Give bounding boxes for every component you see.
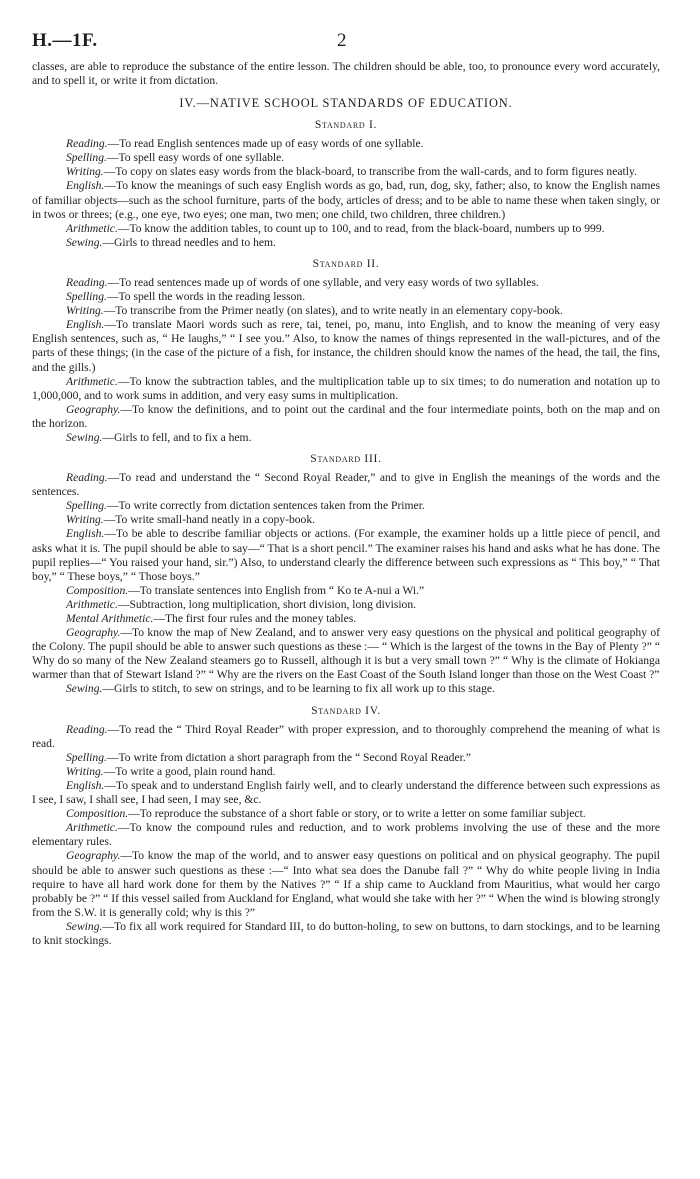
intro-paragraph: classes, are able to reproduce the substance of the entire lesson. The children should be able, too, to pronounce every word accurately, and to spell it, or write it from dictation. (32, 60, 660, 88)
standard-item (32, 682, 660, 696)
subject-label: Arithmetic. (66, 374, 118, 388)
subject-requirement: —To write small-hand neatly in a copy-book. (103, 513, 316, 527)
subject-label: Writing. (66, 165, 104, 179)
standard-item (32, 751, 660, 765)
standard-item (32, 375, 660, 403)
standard-item (32, 304, 660, 318)
subject-requirement: —To read English sentences made up of easy words of one syllable. (107, 137, 424, 151)
standard-item (32, 821, 660, 849)
subject-label: Arithmetic. (66, 821, 118, 835)
page-number: 2 (337, 30, 347, 51)
subject-label: Sewing. (66, 682, 103, 696)
subject-label: Arithmetic. (66, 597, 118, 611)
standard-heading: Standard IV. (311, 703, 381, 717)
standard-heading: Standard III. (310, 452, 382, 466)
subject-requirement: —To know the map of New Zealand, and to answer very easy questions on the physical and political geography of the Colony. The pupil should be able to answer such questions as these :— “ Which is the largest of the towns in the Bay of Plenty ?” “ Why do so many of the New Zealand steamers go to Russell, although it is but a very small town ?” “ Why is the climate of Hokianga warmer than that of Stewart Island ?” “ Why are the rivers on the East Coast of the South Island longer than those on the West Coast ?” (32, 626, 660, 682)
standard-item (32, 626, 660, 682)
standard-item (32, 598, 660, 612)
standard-heading: Standard II. (312, 256, 380, 270)
standard-item (32, 499, 660, 513)
standard-item (32, 779, 660, 807)
subject-requirement: —Girls to stitch, to sew on strings, and to be learning to fix all work up to this stage. (102, 682, 495, 696)
standard-item (32, 471, 660, 499)
subject-requirement: —To translate Maori words such as rere, tai, tenei, po, manu, into English, and to know the meaning of very easy English sentences, such as, “ He laughs,” “ I see you.” Also, to know the names of things represented in the wall-pictures, and of the parts of these things; (in the case of the picture of a fish, for instance, the children should know the names of the head, the tail, the fins, and the gills.) (32, 318, 660, 374)
subject-requirement: —To fix all work required for Standard III, to do button-holing, to sew on buttons, to darn stockings, and to be learning to knit stockings. (32, 919, 660, 947)
subject-requirement: —To know the compound rules and reduction, and to work problems involving the use of these and the more elementary rules. (32, 821, 660, 849)
subject-label: Spelling. (66, 151, 107, 165)
page-header (32, 30, 660, 60)
subject-label: Geography. (66, 849, 121, 863)
standard-item (32, 723, 660, 751)
subject-label: Composition. (66, 807, 129, 821)
subject-label: Reading. (66, 275, 108, 289)
subject-requirement: —To write correctly from dictation sentences taken from the Primer. (106, 499, 425, 513)
subject-requirement: —To transcribe from the Primer neatly (on slates), and to write neatly in an elementary copy-book. (103, 304, 563, 318)
standard-item (32, 527, 660, 583)
standard-item (32, 584, 660, 598)
subject-requirement: —To spell easy words of one syllable. (106, 151, 285, 165)
standard-item (32, 222, 660, 236)
standard-item (32, 807, 660, 821)
subject-label: English. (66, 179, 105, 193)
standard-item (32, 290, 660, 304)
subject-requirement: —To copy on slates easy words from the black-board, to transcribe from the wall-cards, and to form figures neatly. (103, 165, 637, 179)
standards-container (32, 118, 660, 948)
subject-requirement: —To know the definitions, and to point out the cardinal and the four intermediate points, both on the map and on the horizon. (32, 402, 660, 430)
subject-requirement: —To know the subtraction tables, and the multiplication table up to six times; to do numeration and notation up to 1,000,000, and to work sums in addition, and very easy sums in multiplication. (32, 374, 660, 402)
subject-requirement: —Girls to thread needles and to hem. (102, 235, 276, 249)
subject-requirement: —The first four rules and the money tables. (153, 612, 357, 625)
subject-label: Writing. (66, 304, 104, 318)
subject-requirement: —To spell the words in the reading lesson. (106, 290, 306, 304)
subject-label: Geography. (66, 402, 121, 416)
subject-label: Writing. (66, 513, 104, 527)
subject-requirement: —Girls to fell, and to fix a hem. (102, 430, 252, 444)
subject-requirement: —To know the meanings of such easy English words as go, bad, run, dog, sky, father; also, to know the English names of familiar objects—such as the school furniture, parts of the body, articles of dress; and to be able to name these when taken singly, or in twos or threes; (e.g., one eye, two eyes; one man, two men; one child, two children, three children.) (32, 179, 660, 221)
subject-label: Mental Arithmetic. (66, 612, 154, 625)
standard-item (32, 276, 660, 290)
standard-item (32, 318, 660, 374)
section-title: IV.—NATIVE SCHOOL STANDARDS OF EDUCATION. (179, 96, 513, 111)
standard-item (32, 179, 660, 221)
standard-heading: Standard I. (314, 118, 378, 132)
standard-item (32, 431, 660, 445)
standard-item (32, 165, 660, 179)
subject-label: Reading. (66, 722, 108, 736)
standard-item (32, 137, 660, 151)
subject-label: Sewing. (66, 430, 103, 444)
document-reference: H.—1F. (32, 30, 98, 51)
standard-item (32, 849, 660, 919)
subject-label: Writing. (66, 764, 104, 778)
subject-requirement: —To read sentences made up of words of one syllable, and very easy words of two syllables. (107, 275, 539, 289)
subject-label: Spelling. (66, 290, 107, 304)
standard-item (32, 151, 660, 165)
subject-requirement: —To translate sentences into English from “ Ko te A-nui a Wi.” (128, 583, 425, 597)
subject-label: Arithmetic. (66, 221, 118, 235)
subject-requirement: —To be able to describe familiar objects or actions. (For example, the examiner holds up a little piece of pencil, and asks what it is. The pupil should be able to say—“ That is a short pencil.” The examiner raises his hand and asks what he has done. The pupil replies—“ You raised your hand, sir.”) Also, to understand clearly the difference between such expressions as “ This boy,” “ That boy,” “ These boys,” “ Those boys.” (32, 527, 660, 583)
subject-label: Spelling. (66, 750, 107, 764)
subject-requirement: —To know the map of the world, and to answer easy questions on political and on physical geography. The pupil should be able to answer such questions as these :—“ Into what sea does the Danube fall ?” “ Why do white people living in India require to have all hard work done for them by the Natives ?” “ If a ship came to Auckland from Mauritius, what would her cargo probably be ?” “ If this vessel sailed from Auckland for England, what would she take with her ?” “ When the wind is blowing strongly from the S.W. it is generally cold; why is this ?” (32, 849, 660, 919)
subject-requirement: —Subtraction, long multiplication, short division, long division. (117, 597, 417, 611)
subject-label: Geography. (66, 626, 121, 640)
subject-requirement: —To speak and to understand English fairly well, and to clearly understand the difference between such expressions as I see, I saw, I shall see, I had seen, I may see, &c. (32, 778, 660, 807)
standard-item (32, 920, 660, 948)
standard-item (32, 612, 660, 626)
subject-label: Spelling. (66, 499, 107, 513)
subject-label: Sewing. (66, 919, 103, 933)
subject-label: English. (66, 778, 105, 792)
subject-requirement: —To write from dictation a short paragraph from the “ Second Royal Reader.” (106, 750, 471, 764)
subject-label: English. (66, 318, 105, 332)
subject-label: Composition. (66, 583, 129, 597)
subject-label: Reading. (66, 471, 108, 485)
standard-item (32, 236, 660, 250)
standard-item (32, 765, 660, 779)
subject-label: Reading. (66, 137, 108, 151)
subject-label: Sewing. (66, 235, 103, 249)
standard-item (32, 403, 660, 431)
standard-item (32, 513, 660, 527)
subject-requirement: —To read and understand the “ Second Royal Reader,” and to give in English the meanings of the words and the sentences. (32, 471, 660, 499)
subject-requirement: —To read the “ Third Royal Reader” with proper expression, and to thoroughly comprehend the meaning of what is read. (32, 722, 660, 750)
subject-requirement: —To write a good, plain round hand. (103, 764, 276, 778)
subject-label: English. (66, 527, 105, 541)
subject-requirement: —To know the addition tables, to count up to 100, and to read, from the black-board, numbers up to 999. (117, 221, 605, 235)
document-page (32, 30, 660, 948)
subject-requirement: —To reproduce the substance of a short fable or story, or to write a letter on some familiar subject. (128, 807, 586, 821)
